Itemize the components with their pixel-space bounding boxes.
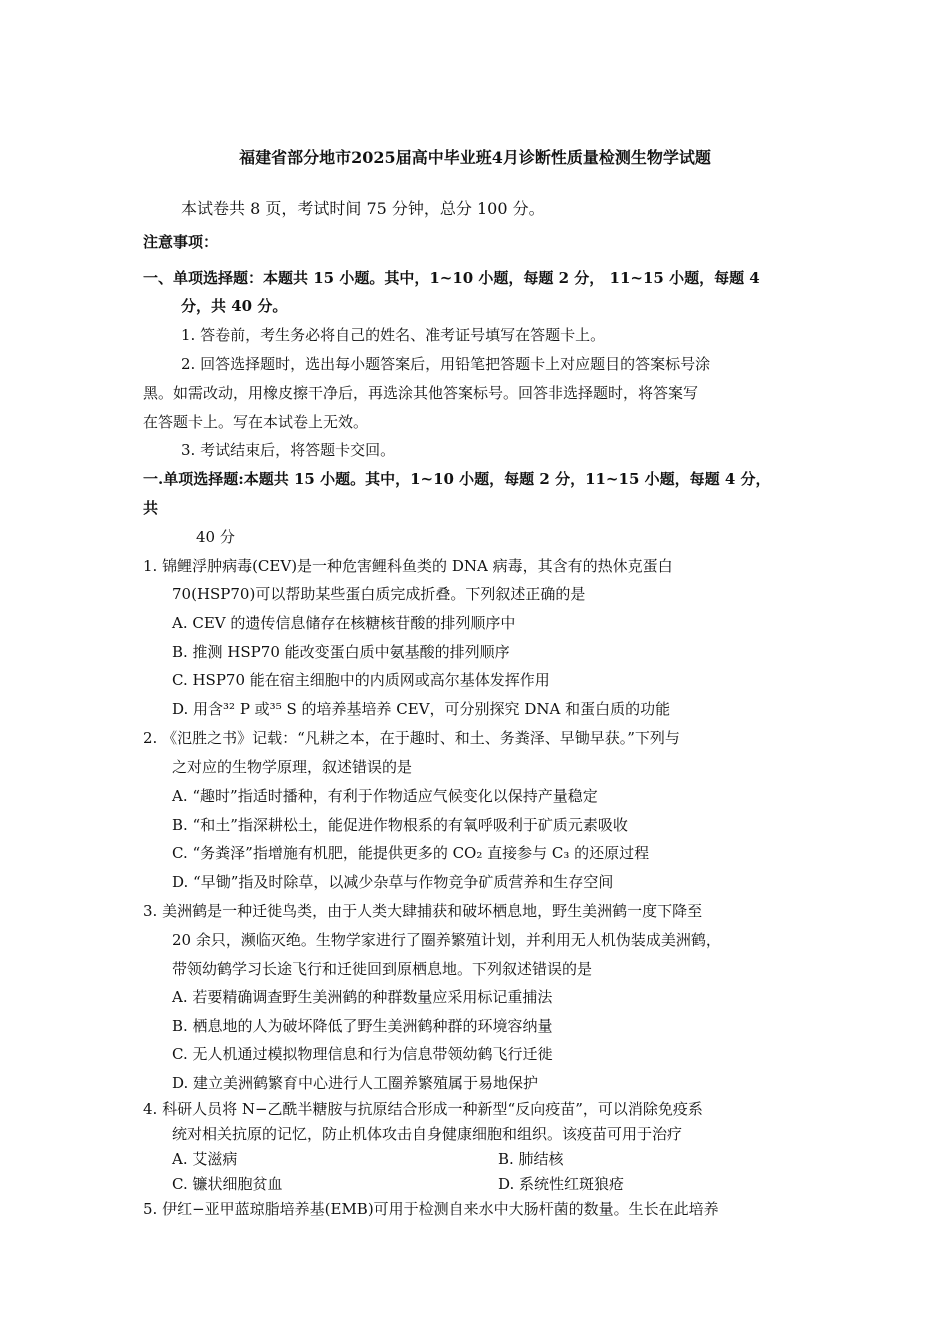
question-1-option-a: A. CEV 的遗传信息储存在核糖核苷酸的排列顺序中	[172, 614, 516, 632]
question-4-option-c: C. 镰状细胞贫血	[172, 1175, 283, 1193]
question-4-stem: 统对相关抗原的记忆，防止机体攻击自身健康细胞和组织。该疫苗可用于治疗	[172, 1125, 683, 1143]
question-1-option-b: B. 推测 HSP70 能改变蛋白质中氨基酸的排列顺序	[172, 643, 510, 661]
question-2-option-d: D. “早锄”指及时除草，以减少杂草与作物竞争矿质营养和生存空间	[172, 873, 614, 891]
question-3-option-a: A. 若要精确调查野生美洲鹤的种群数量应采用标记重捕法	[172, 988, 553, 1006]
notice-heading: 注意事项：	[143, 233, 219, 251]
question-2-stem: 之对应的生物学原理，叙述错误的是	[172, 758, 413, 776]
question-5-stem: 5. 伊红−亚甲蓝琼脂培养基(EMB)可用于检测自来水中大肠杆菌的数量。生长在此培养	[143, 1200, 719, 1218]
question-3-stem: 20 余只，濒临灭绝。生物学家进行了圈养繁殖计划，并利用无人机伪装成美洲鹤，	[172, 931, 721, 949]
question-2-option-a: A. “趣时”指适时播种，有利于作物适应气候变化以保持产量稳定	[172, 787, 598, 805]
question-4-option-a: A. 艾滋病	[172, 1150, 238, 1168]
question-2-stem: 2. 《氾胜之书》记载：“凡耕之本，在于趣时、和土、务粪泽、早锄早获。”下列与	[143, 729, 680, 747]
note-item: 在答题卡上。写在本试卷上无效。	[143, 413, 369, 431]
note-item: 黑。如需改动，用橡皮擦干净后，再选涂其他答案标号。回答非选择题时，将答案写	[143, 384, 699, 402]
question-4-option-d: D. 系统性红斑狼疮	[498, 1175, 625, 1193]
note-item: 3. 考试结束后，将答题卡交回。	[181, 441, 396, 459]
section-b-heading-line3: 40 分	[196, 528, 235, 546]
question-4-option-b: B. 肺结核	[498, 1150, 564, 1168]
question-3-option-c: C. 无人机通过模拟物理信息和行为信息带领幼鹤飞行迁徙	[172, 1045, 553, 1063]
section-a-heading-line1: 一、单项选择题：本题共 15 小题。其中，1~10 小题，每题 2 分， 11~15 小题，每题 4	[143, 269, 760, 287]
question-1-stem: 1. 锦鲤浮肿病毒(CEV)是一种危害鲤科鱼类的 DNA 病毒，其含有的热休克蛋白	[143, 557, 673, 575]
note-item: 2. 回答选择题时，选出每小题答案后，用铅笔把答题卡上对应题目的答案标号涂	[181, 355, 711, 373]
question-1-option-c: C. HSP70 能在宿主细胞中的内质网或高尔基体发挥作用	[172, 671, 550, 689]
intro-text: 本试卷共 8 页，考试时间 75 分钟，总分 100 分。	[181, 199, 545, 218]
section-b-heading-line1: 一.单项选择题:本题共 15 小题。其中，1~10 小题，每题 2 分，11~15 小题，每题 4 分，	[143, 470, 771, 488]
note-item: 1. 答卷前，考生务必将自己的姓名、准考证号填写在答题卡上。	[181, 326, 606, 344]
section-b-heading-line2: 共	[143, 499, 159, 517]
question-1-option-d: D. 用含³² P 或³⁵ S 的培养基培养 CEV，可分别探究 DNA 和蛋白质的功能	[172, 700, 671, 718]
question-2-option-b: B. “和土”指深耕松土，能促进作物根系的有氧呼吸利于矿质元素吸收	[172, 816, 628, 834]
section-a-heading-line2: 分，共 40 分。	[181, 297, 288, 315]
question-2-option-c: C. “务粪泽”指增施有机肥，能提供更多的 CO₂ 直接参与 C₃ 的还原过程	[172, 844, 650, 862]
question-3-stem: 带领幼鹤学习长途飞行和迁徙回到原栖息地。下列叙述错误的是	[172, 960, 593, 978]
question-3-option-d: D. 建立美洲鹤繁育中心进行人工圈养繁殖属于易地保护	[172, 1074, 539, 1092]
question-3-stem: 3. 美洲鹤是一种迁徙鸟类，由于人类大肆捕获和破坏栖息地，野生美洲鹤一度下降至	[143, 902, 703, 920]
question-1-stem: 70(HSP70)可以帮助某些蛋白质完成折叠。下列叙述正确的是	[172, 585, 586, 603]
page-title: 福建省部分地市2025届高中毕业班4月诊断性质量检测生物学试题	[239, 148, 711, 167]
question-3-option-b: B. 栖息地的人为破坏降低了野生美洲鹤种群的环境容纳量	[172, 1017, 553, 1035]
question-4-stem: 4. 科研人员将 N−乙酰半糖胺与抗原结合形成一种新型“反向疫苗”，可以消除免疫系	[143, 1100, 703, 1118]
